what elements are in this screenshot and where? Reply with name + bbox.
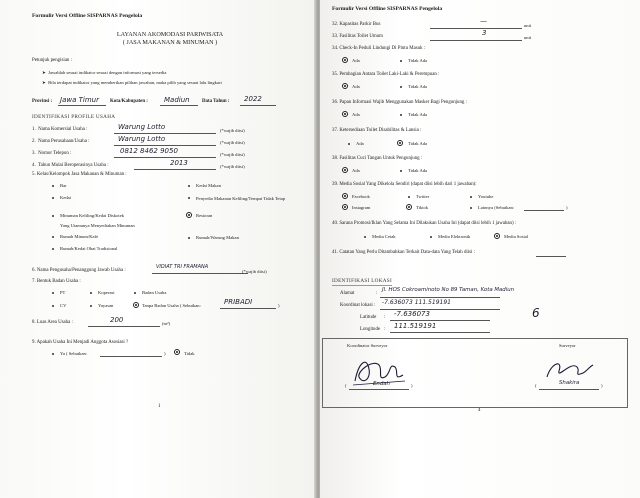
q40-option-sosial[interactable]: Media Sosial: [504, 234, 529, 239]
field-4-value[interactable]: 2013: [170, 159, 188, 167]
q40-label: 40. Sarana Promosi/Iklan Yang Selama Ini Dilakukan Usaha Ini (dapat diisi lebih 1 jawaban) :: [332, 221, 517, 226]
q39-option-instagram[interactable]: Instagram: [352, 205, 371, 210]
q38-option-tidak[interactable]: Tidak Ada: [408, 168, 428, 173]
city-value[interactable]: Madiun: [164, 96, 190, 104]
q32-value[interactable]: —: [480, 17, 487, 25]
q34-option-ada[interactable]: Ada: [352, 58, 360, 63]
form-page-left: [0, 0, 316, 498]
coordinator-open-paren: (: [345, 383, 347, 388]
field-1-label: 1. Nama Komersial Usaha :: [32, 127, 88, 132]
surveyor-close-paren: ): [601, 383, 603, 388]
q9-option-no[interactable]: Tidak: [184, 351, 195, 356]
q39-label: 39. Media Sosial Yang Dikelola Sendiri (dapat diisi lebih dari 1 jawaban):: [332, 182, 477, 187]
q36-label: 36. Papan Informasi Wajib Menggunakan Masker Bagi Pengunjung :: [332, 100, 467, 105]
city-label: Kota/Kabupaten :: [110, 99, 148, 104]
form-title: LAYANAN AKOMODASI PARIWISATA: [116, 31, 224, 38]
q8-label: 8. Luas Area Usaha :: [32, 320, 73, 325]
field-2-value[interactable]: Warung Lotto: [118, 135, 166, 143]
q35-label: 35. Pembagian Antara Toilet Laki-Laki & Perempuan :: [332, 72, 440, 77]
q41-label: 41. Catatan Yang Perlu Ditambahkan Terkait Data-data Yang Telah diisi :: [332, 250, 475, 255]
field-3-value[interactable]: 0812 8462 9050: [120, 147, 178, 155]
q33-label: 33. Fasilitas Toilet Umum: [332, 34, 383, 39]
coordinator-close-paren: ): [411, 383, 413, 388]
q40-option-cetak[interactable]: Media Cetak: [372, 234, 396, 239]
q32-label: 32. Kapasitas Parkir Bus: [332, 22, 381, 27]
field-4-note: (*wajib diisi): [220, 164, 245, 169]
q6-label: 6. Nama Pengusaha/Penanggung Jawab Usaha :: [32, 268, 126, 273]
surveyor-title: Surveyor: [559, 343, 576, 348]
q5-option-minuman-keliling[interactable]: Minuman Keliling/Kedai Diskotek: [60, 213, 125, 218]
surveyor-open-paren: (: [535, 383, 537, 388]
coordinator-name: Endah: [373, 381, 390, 387]
q7-other-close: ): [278, 303, 280, 308]
q35-option-ada[interactable]: Ada: [352, 84, 360, 89]
q37-option-tidak[interactable]: Tidak Ada: [408, 141, 428, 146]
q39-option-other[interactable]: Lainnya (Sebutkan:: [478, 205, 515, 210]
form-subtitle: ( JASA MAKANAN & MINUMAN ): [122, 39, 218, 46]
q7-option-koperasi[interactable]: Koperasi: [98, 290, 115, 295]
q33-unit: unit: [524, 35, 532, 40]
q7-option-badan-usaha[interactable]: Badan Usaha: [142, 290, 167, 295]
q39-option-tiktok[interactable]: Tiktok: [416, 205, 429, 210]
address-colon: :: [376, 291, 378, 296]
q34-option-tidak[interactable]: Tidak Ada: [408, 58, 428, 63]
page-number-right: 4: [478, 408, 481, 413]
longitude-value[interactable]: 111.519191: [394, 322, 437, 330]
q34-label: 34. Check-In Peduli Lindungi Di Pintu Masuk :: [332, 46, 426, 51]
field-1-value[interactable]: Warung Lotto: [118, 123, 166, 131]
q5-option-kedai[interactable]: Kedai: [60, 195, 71, 200]
q9-selected-marker[interactable]: [174, 349, 180, 355]
field-4-label: 4. Tahun Mulai Beroperasinya Usaha :: [32, 163, 109, 168]
surveyor-name: Shakira: [559, 380, 580, 386]
q5-selected-marker[interactable]: [186, 212, 192, 218]
q32-unit: unit: [524, 23, 532, 28]
field-2-label: 2. Nama Perusahaan/Usaha :: [32, 139, 90, 144]
year-label: Data Tahun :: [202, 99, 230, 104]
longitude-label: Longitude: [360, 327, 381, 332]
form-header-right: Formulir Versi Offline SISPARNAS Pengelola: [332, 6, 443, 12]
q5-option-kafe[interactable]: Rumah Minum/Kafe: [60, 234, 99, 239]
field-3-label: 3. Nomor Telepon :: [32, 151, 72, 156]
latitude-colon: :: [384, 315, 386, 320]
q5-option-bar[interactable]: Bar: [60, 183, 67, 188]
q40-selected-marker[interactable]: [494, 233, 500, 239]
coordinate-label: Koordinat lokasi :: [340, 303, 376, 308]
q34-selected-marker[interactable]: [342, 57, 348, 63]
page-number-left: 1: [158, 404, 161, 409]
q5-option-warung[interactable]: Rumah/Warung Makan: [196, 235, 239, 240]
q7-option-yayasan[interactable]: Yayasan: [98, 303, 114, 308]
q6-value[interactable]: VIDIAT TRI FRAMANA: [156, 264, 209, 270]
q39-selected-facebook[interactable]: [342, 193, 348, 199]
section-title: IDENTIFIKASI PROFILE USAHA: [32, 114, 116, 120]
q37-selected-marker[interactable]: [397, 140, 403, 146]
q33-value[interactable]: 3: [482, 29, 487, 37]
address-label: Alamat: [340, 291, 355, 296]
margin-mark: 6: [532, 306, 540, 320]
field-1-note: (*wajib diisi): [220, 128, 245, 133]
q35-option-tidak[interactable]: Tidak Ada: [408, 84, 428, 89]
q9-label: 9. Apakah Usaha Ini Menjadi Anggota Asosiasi ?: [32, 340, 129, 345]
instruction-1: ➤ Jawablah sesuai indikator sesuai dengan informasi yang tersedia: [42, 70, 167, 75]
q37-label: 37. Ketersediaan Toilet Disabilitas & Lansia :: [332, 128, 422, 133]
q38-label: 38. Fasilitas Cuci Tangan Untuk Pengunjung :: [332, 156, 423, 161]
province-value[interactable]: Jawa Timur: [60, 96, 99, 104]
field-2-note: (*wajib diisi): [220, 140, 245, 145]
q8-unit: (m²): [162, 321, 171, 326]
signature-box: [322, 338, 628, 408]
q5-option-minuman-cont: Yang Utamanya Menyediakan Minuman: [60, 223, 135, 228]
q7-selected-marker[interactable]: [133, 302, 139, 308]
q38-selected-marker[interactable]: [342, 167, 348, 173]
longitude-colon: :: [384, 327, 386, 332]
q7-option-pt[interactable]: PT: [60, 290, 66, 295]
q39-option-facebook[interactable]: Facebook: [352, 194, 370, 199]
form-page-right: [320, 0, 640, 498]
year-value[interactable]: 2022: [244, 95, 262, 103]
q37-option-ada[interactable]: Ada: [356, 141, 364, 146]
latitude-value[interactable]: -7.636073: [394, 310, 430, 318]
q7-other-value[interactable]: PRIBADI: [224, 298, 253, 306]
q9-yes-close: ): [164, 351, 166, 356]
q6-note: (*wajib diisi): [242, 269, 267, 274]
q7-label: 7. Bentuk Badan Usaha :: [32, 279, 81, 284]
q36-selected-marker[interactable]: [342, 111, 348, 117]
q7-option-other[interactable]: Tanpa Badan Usaha ( Sebutkan:: [142, 303, 201, 308]
q40-option-elektronik[interactable]: Media Elektronik: [438, 234, 471, 239]
q35-selected-marker[interactable]: [342, 83, 348, 89]
address-value[interactable]: Jl. HOS Cokroaminoto No 89 Taman, Kota Madiun: [382, 287, 515, 293]
form-header: Formulir Versi Offline SISPARNAS Pengelola: [32, 13, 143, 19]
q36-option-ada[interactable]: Ada: [352, 112, 360, 117]
q8-value[interactable]: 200: [110, 316, 124, 324]
q38-option-ada[interactable]: Ada: [352, 168, 360, 173]
q36-option-tidak[interactable]: Tidak Ada: [408, 112, 428, 117]
q5-option-keliling[interactable]: Penyedia Makanan Keliling/Tempat Tidak Tetap: [196, 196, 286, 201]
q39-selected-tiktok[interactable]: [406, 204, 412, 210]
q5-option-restoran[interactable]: Restoran: [196, 213, 213, 218]
latitude-label: Latitude: [360, 315, 377, 320]
province-label: Provinsi :: [32, 99, 53, 104]
location-section-title: IDENTIFIKASI LOKASI: [332, 278, 393, 284]
coordinator-title: Koordinator Surveyor: [347, 343, 388, 348]
q5-option-kedai-makan[interactable]: Kedai Makan: [196, 183, 221, 188]
q9-option-yes[interactable]: Ya ( Sebutkan:: [60, 351, 88, 356]
q39-option-youtube[interactable]: Youtube: [478, 194, 494, 199]
q39-selected-instagram[interactable]: [342, 204, 348, 210]
instructions-title: Petunjuk pengisian :: [32, 58, 72, 63]
q5-option-obat[interactable]: Rumah/Kedai Obat Tradisional: [60, 246, 118, 251]
instruction-2: ➤ Bila terdapat indikator yang memberikan pilihan jawaban, maka pilih yang sesuai lalu lingkari: [42, 80, 222, 85]
coordinate-value[interactable]: -7.636073 111.519191: [382, 299, 451, 306]
field-3-note: (*wajib diisi): [220, 152, 245, 157]
q39-other-close: ): [566, 205, 568, 210]
q5-label: 5. Kelas/Kelompok Jasa Makanan & Minuman :: [32, 172, 127, 177]
q7-option-cv[interactable]: CV: [60, 303, 67, 308]
q39-option-twitter[interactable]: Twitter: [416, 194, 430, 199]
